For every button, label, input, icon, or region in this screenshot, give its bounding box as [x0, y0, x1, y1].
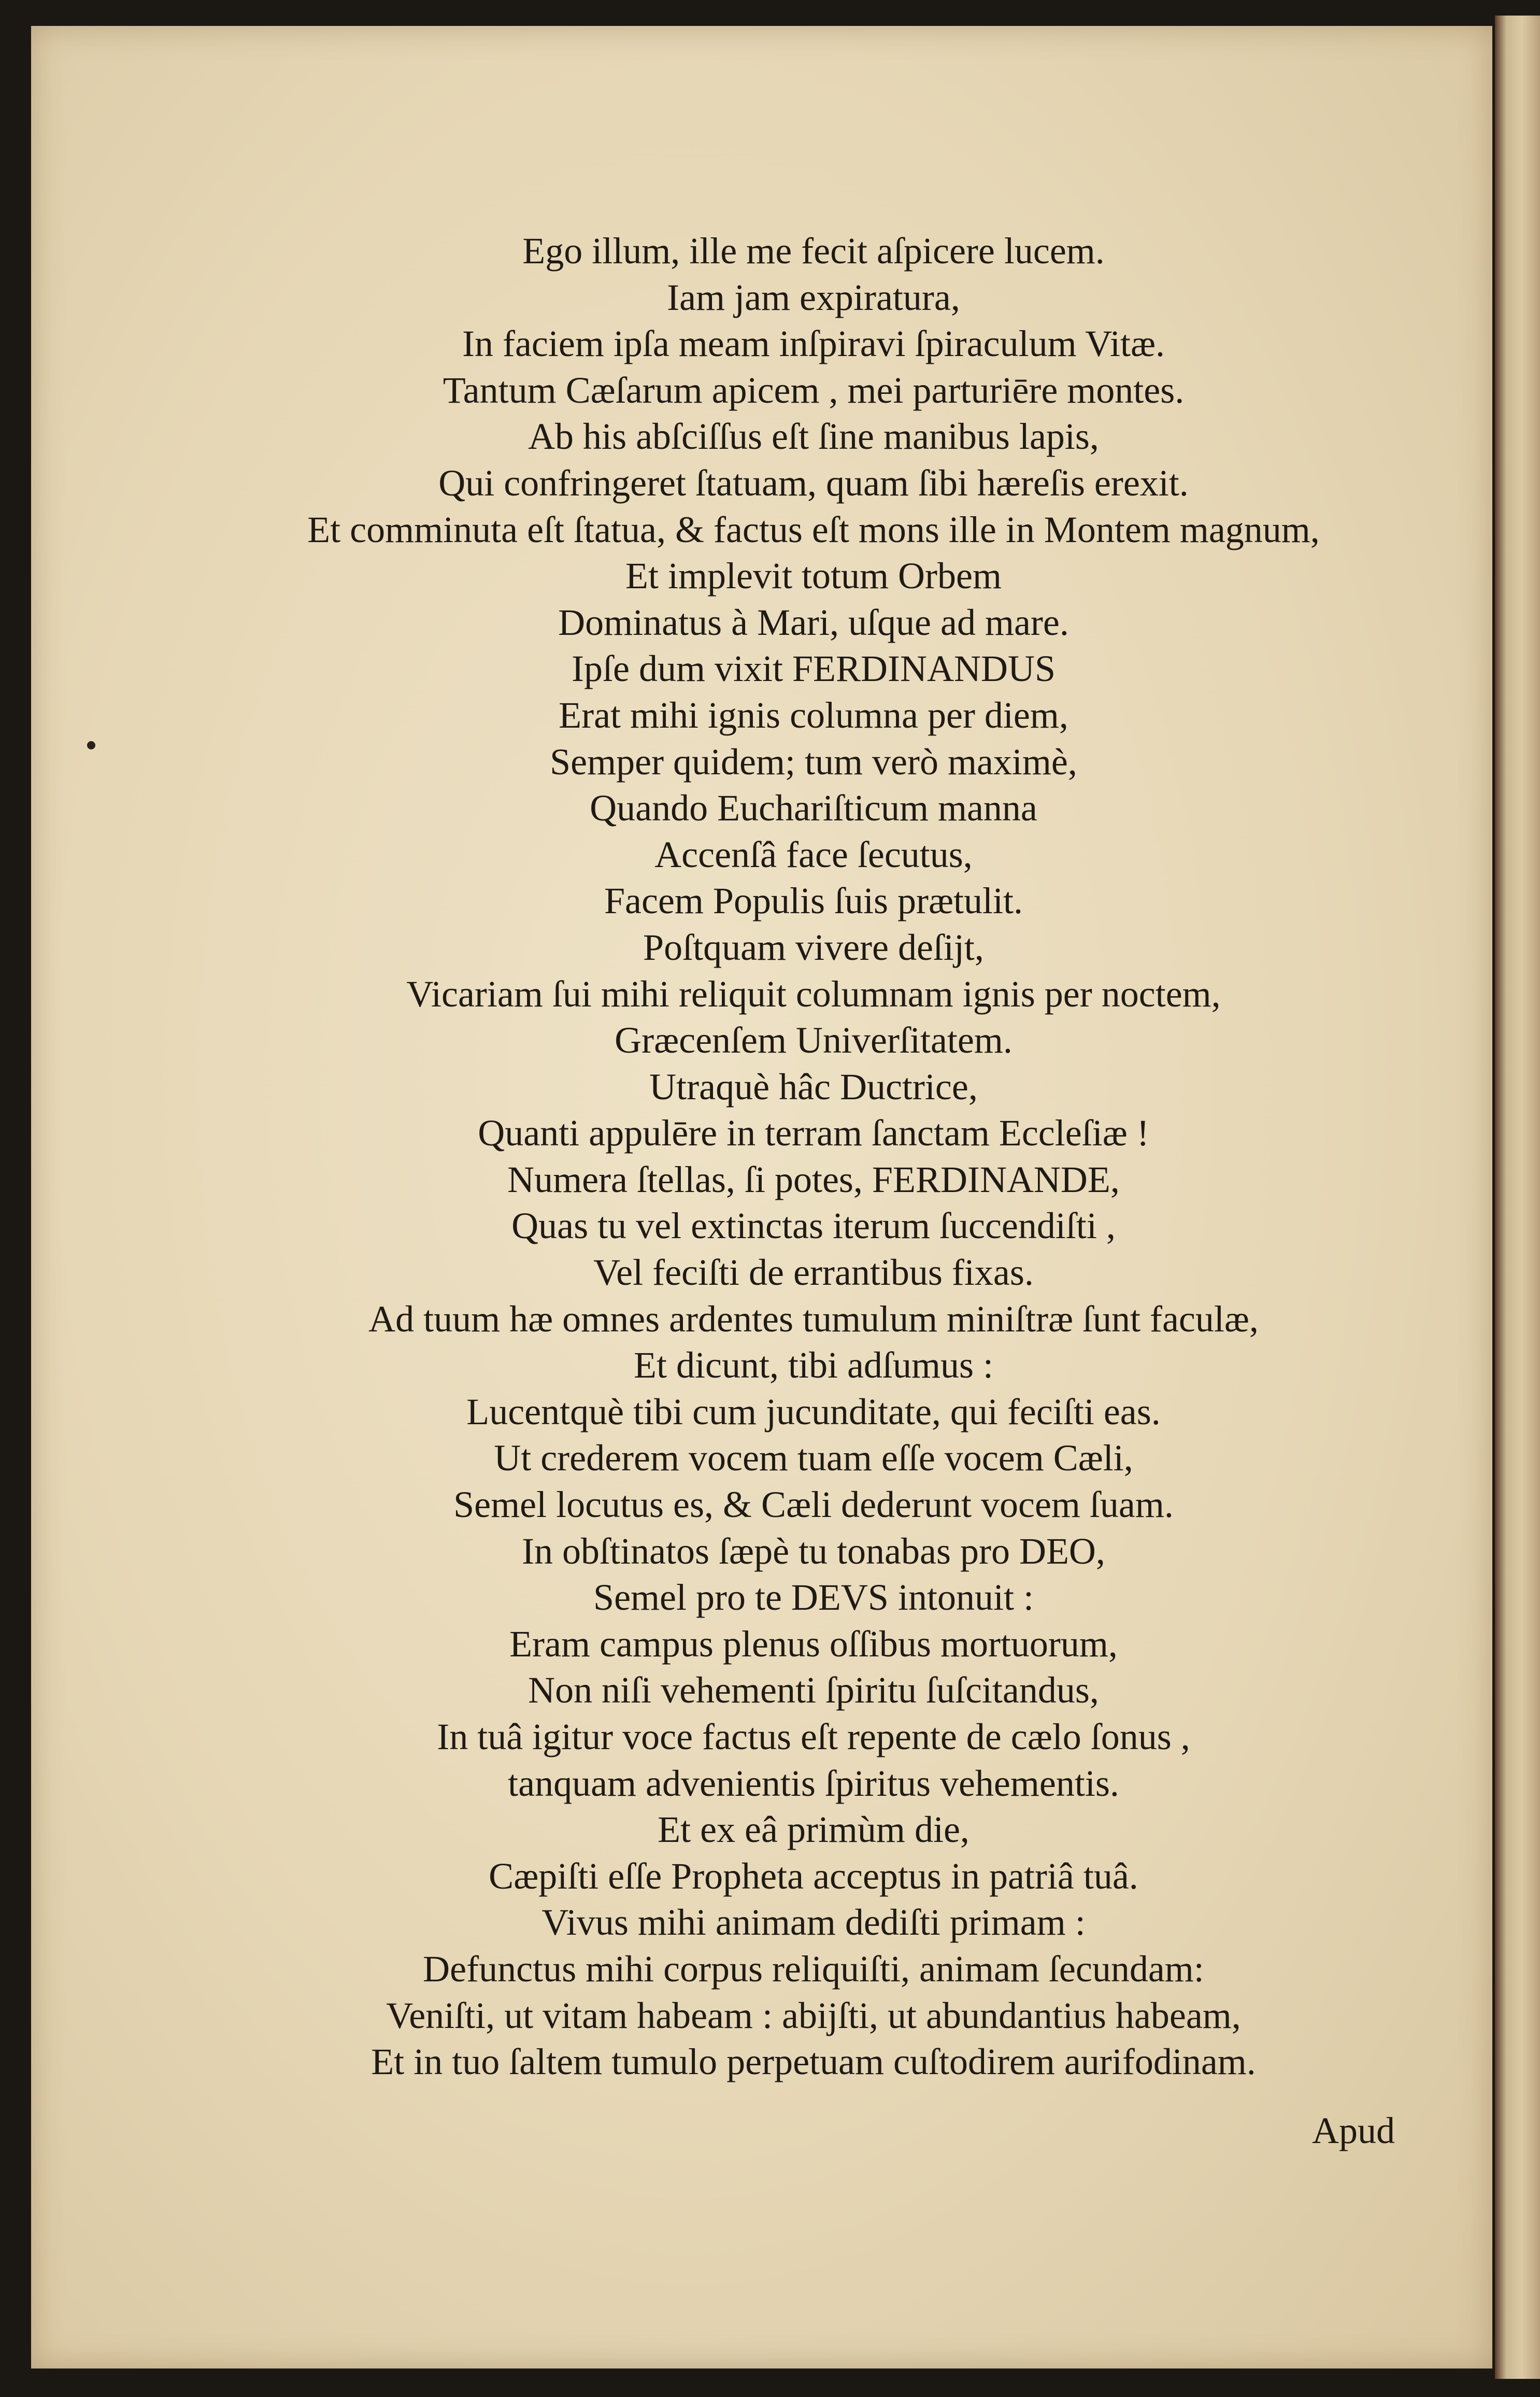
poem-line: Ipſe dum vixit FERDINANDUS [572, 648, 1056, 690]
poem-line: Et implevit totum Orbem [625, 555, 1002, 597]
poem-line: Et comminuta eſt ſtatua, & factus eſt mons ille in Montem magnum, [307, 508, 1320, 550]
poem-line: Ab his abſciſſus eſt ſine manibus lapis, [528, 416, 1099, 458]
poem-line: Vel feciſti de errantibus fixas. [593, 1252, 1034, 1294]
poem-line: Semel pro te DEVS intonuit : [593, 1577, 1034, 1619]
poem-line: Poſtquam vivere deſijt, [643, 926, 984, 968]
poem-line: Et dicunt, tibi adſumus : [634, 1344, 993, 1386]
poem-line: In faciem ipſa meam inſpiravi ſpiraculum Vitæ. [462, 323, 1165, 365]
poem-line: Quando Euchariſticum manna [590, 787, 1037, 829]
poem-line: Qui confringeret ſtatuam, quam ſibi hæreſis erexit. [438, 462, 1189, 504]
poem-line: Numera ſtellas, ſi potes, FERDINANDE, [507, 1158, 1120, 1200]
poem-line: tanquam advenientis ſpiritus vehementis. [508, 1762, 1119, 1804]
poem-line: Vivus mihi animam dediſti primam : [541, 1902, 1086, 1944]
poem-line: In tuâ igitur voce factus eſt repente de cælo ſonus , [437, 1716, 1190, 1757]
poem-line: Cæpiſti eſſe Propheta acceptus in patriâ tuâ. [489, 1855, 1138, 1897]
poem-line: In obſtinatos ſæpè tu tonabas pro DEO, [522, 1530, 1105, 1572]
poem-line: Quanti appulēre in terram ſanctam Eccleſiæ ! [478, 1112, 1149, 1154]
poem-text-block [218, 228, 1409, 2086]
adjacent-page-edge [1495, 16, 1540, 2379]
poem-line: Erat mihi ignis columna per diem, [559, 694, 1068, 736]
poem-line: Defunctus mihi corpus reliquiſti, animam ſecundam: [423, 1948, 1204, 1990]
poem-line: Græcenſem Univerſitatem. [615, 1019, 1013, 1061]
poem-line: Tantum Cæſarum apicem , mei parturiēre montes. [443, 369, 1185, 411]
ink-speck [87, 741, 95, 749]
catchword: Apud [1312, 2110, 1395, 2151]
poem-line: Dominatus à Mari, uſque ad mare. [558, 601, 1069, 643]
poem-line: Et in tuo ſaltem tumulo perpetuam cuſtodirem aurifodinam. [371, 2041, 1256, 2083]
poem-line: Semper quidem; tum verò maximè, [550, 741, 1077, 783]
poem-line: Veniſti, ut vitam habeam : abijſti, ut abundantius habeam, [386, 1994, 1241, 2036]
poem-line: Quas tu vel extinctas iterum ſuccendiſti , [511, 1205, 1116, 1247]
poem-line: Eram campus plenus oſſibus mortuorum, [509, 1623, 1118, 1665]
poem-line: Accenſâ face ſecutus, [654, 833, 973, 875]
poem-line: Vicariam ſui mihi reliquit columnam ignis per noctem, [406, 973, 1221, 1015]
poem-line: Iam jam expiratura, [667, 276, 960, 318]
poem-line: Semel locutus es, & Cæli dederunt vocem ſuam. [453, 1484, 1174, 1526]
poem-line: Et ex eâ primùm die, [658, 1809, 969, 1851]
poem-line: Lucentquè tibi cum jucunditate, qui feciſti eas. [466, 1391, 1161, 1432]
poem-line: Ut crederem vocem tuam eſſe vocem Cæli, [494, 1437, 1133, 1479]
poem-line: Ego illum, ille me fecit aſpicere lucem. [522, 230, 1105, 272]
poem-line: Facem Populis ſuis prætulit. [604, 880, 1023, 922]
poem-line: Utraquè hâc Ductrice, [649, 1066, 978, 1108]
poem-line: Non niſi vehementi ſpiritu ſuſcitandus, [528, 1669, 1099, 1711]
poem-line: Ad tuum hæ omnes ardentes tumulum miniſtræ ſunt faculæ, [368, 1298, 1259, 1340]
